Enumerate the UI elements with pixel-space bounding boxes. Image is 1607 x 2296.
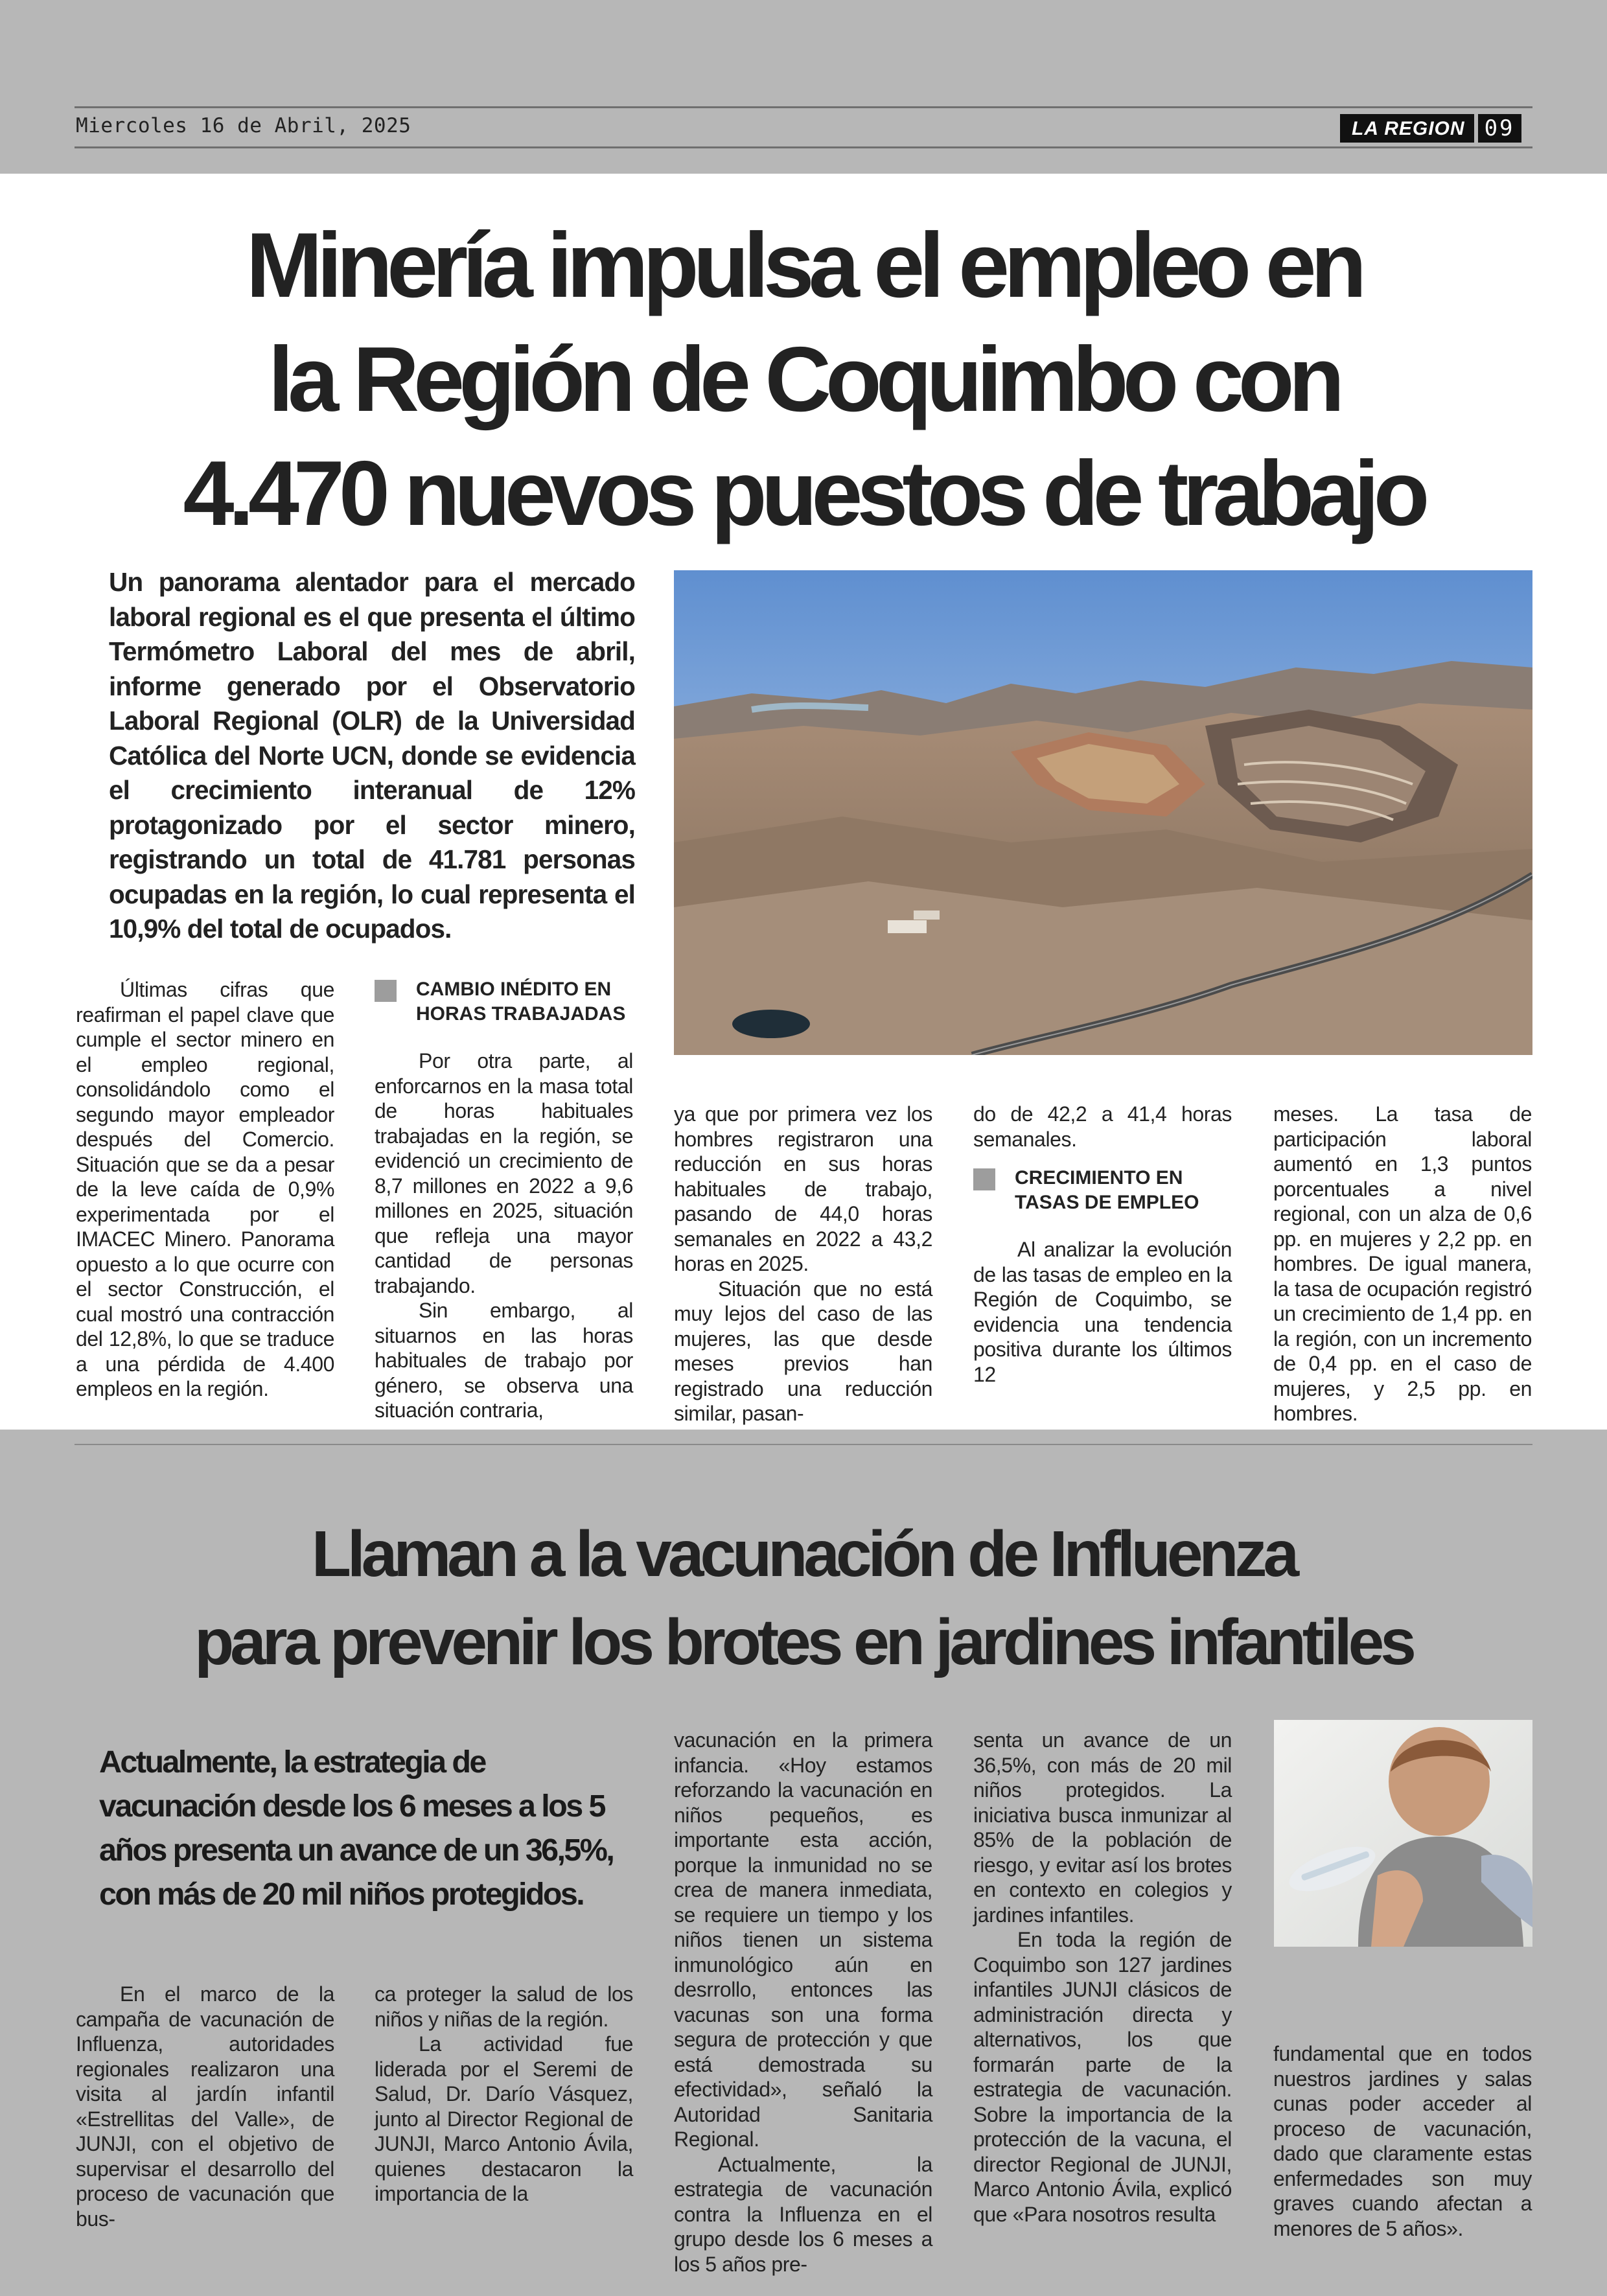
subheading [973,1166,1232,1215]
paragraph: fundamental que en todos nuestros jardines y salas cunas poder acceder al proceso de vacunación, dado que claramente estas enfermedades son muy graves cuando afectan a menores de 5 años». [1273,2042,1532,2240]
subheading [375,977,633,1026]
masthead-logo: LA REGION [1340,114,1474,143]
article1-headline-line: la Región de Coquimbo con [268,328,1339,431]
masthead [1340,114,1521,143]
article2-lead: Actualmente, la estrategia de vacunación desde los 6 meses a los 5 años presenta un avance de un 36,5%, con más de 20 mil niños protegidos. [99,1745,614,1912]
page-number: 09 [1478,114,1521,143]
subheading-square-icon [375,980,397,1002]
header-rule-bottom [75,146,1532,148]
paragraph: En el marco de la campaña de vacunación de Influenza, autoridades regionales realizaron una visita al jardín infantil «Estrellitas del Valle», de JUNJI, con el objetivo de supervisar el desarrollo del proceso de vacunación que bus- [76,1982,334,2231]
article2-column-2 [375,1982,633,2207]
article1-headline [0,209,1607,551]
paragraph: Situación que no está muy lejos del caso de las mujeres, las que desde meses previos han registrado una reducción similar, pasan- [674,1277,932,1425]
article1-column-3 [674,1102,932,1426]
paragraph: Actualmente, la estrategia de vacunación contra la Influenza en el grupo desde los 6 meses a los 5 años pre- [674,2152,932,2276]
article2-column-3 [674,1728,932,2277]
paragraph: ya que por primera vez los hombres registraron una reducción en sus horas habituales de trabajo, pasando de 44,0 horas semanales en 2022 a 43,2 horas en 2025. [674,1102,932,1275]
paragraph: Por otra parte, al enforcarnos en la masa total de horas habituales trabajadas en la región, se evidenció un crecimiento de 8,7 millones en 2022 a 9,6 millones en 2025, situación que refleja una mayor cantidad de personas trabajando. [375,1049,633,1297]
subheading-text: CRECIMIENTO EN TASAS DE EMPLEO [1015,1167,1199,1213]
subheading-text: CAMBIO INÉDITO EN HORAS TRABAJADAS [416,979,626,1025]
paragraph: senta un avance de un 36,5%, con más de 20 mil niños protegidos. La iniciativa busca inmunizar al 85% de la población de riesgo, y evitar así los brotes en contexto en colegios y jardines infantiles. [973,1728,1232,1927]
paragraph: do de 42,2 a 41,4 horas semanales. [973,1102,1232,1151]
article1-column-4 [973,1102,1232,1387]
article2-column-4 [973,1728,1232,2227]
article1-column-1 [76,977,334,1402]
paragraph: En toda la región de Coquimbo son 127 jardines infantiles JUNJI clásicos de administración directa y alternativos, los que formarán parte de la estrategia de vacunación. Sobre la importancia de la protección de la vacuna, el director Regional de JUNJI, Marco Antonio Ávila, explicó que «Para nosotros resulta [973,1928,1232,2226]
article2-column-5 [1273,2041,1532,2241]
paragraph: vacunación en la primera infancia. «Hoy estamos reforzando la vacunación en niños pequeños, es importante esta acción, porque la inmunidad no se crea de manera inmediata, se requiere un tiempo y los niños tienen un sistema inmunológico aún en desrrollo, entonces las vacunas son una forma segura de protección y que está demostrada su efectividad», señaló la Autoridad Sanitaria Regional. [674,1728,932,2151]
article2-headline-line: Llaman a la vacunación de Influenza [311,1518,1296,1590]
issue-date: Miercoles 16 de Abril, 2025 [76,114,411,137]
article1-lead: Un panorama alentador para el mercado laboral regional es el que presenta el último Termómetro Laboral del mes de abril, informe generado por el Observatorio Laboral Regional (OLR) de la Universidad Católica del Norte UCN, donde se evidencia el crecimiento interanual de 12% protagonizado por el sector minero, registrando un total de 41.781 personas ocupadas en la región, lo cual representa el 10,9% del total de ocupados. [109,567,635,944]
subheading-square-icon [973,1168,995,1190]
article2-headline [0,1510,1607,1686]
paragraph: Últimas cifras que reafirman el papel clave que cumple el sector minero en el empleo regional, consolidándolo como el segundo mayor empleador después del Comercio. Situación que se da a pesar de la leve caída de 0,9% experimentada por el IMACEC Minero. Panorama opuesto a lo que ocurre con el sector Construcción, el cual mostró una contracción del 12,8%, lo que se traduce a una pérdida de 4.400 empleos en la región. [76,978,334,1400]
article1-column-2 [375,977,633,1423]
paragraph: La actividad fue liderada por el Seremi de Salud, Dr. Darío Vásquez, junto al Director Regional de JUNJI, Marco Antonio Ávila, quienes destacaron la importancia de la [375,2032,633,2205]
paragraph: ca proteger la salud de los niños y niñas de la región. [375,1982,633,2031]
mine-aerial-photo [674,570,1532,1055]
header-rule-top [75,106,1532,108]
article1-headline-line: Minería impulsa el empleo en [246,214,1361,317]
paragraph: Sin embargo, al situarnos en las horas habituales de trabajo por género, se observa una situación contraria, [375,1299,633,1422]
paragraph: Al analizar la evolución de las tasas de empleo en la Región de Coquimbo, se evidencia una tendencia positiva durante los últimos 12 [973,1238,1232,1386]
article1-column-5 [1273,1102,1532,1426]
article2-column-1 [76,1982,334,2231]
article2-divider [75,1444,1532,1445]
article2-headline-line: para prevenir los brotes en jardines infantiles [194,1606,1413,1678]
article1-headline-line: 4.470 nuevos puestos de trabajo [183,442,1424,545]
paragraph: meses. La tasa de participación laboral aumentó en 1,3 puntos porcentuales a nivel regional, con un alza de 0,6 pp. en mujeres y 2,2 pp. en hombres. De igual manera, la tasa de ocupación registró un crecimiento de 1,4 pp. en la región, con un incremento de 0,4 pp. en el caso de mujeres, y 2,5 pp. en hombres. [1273,1102,1532,1425]
child-vaccination-photo [1274,1720,1532,1947]
